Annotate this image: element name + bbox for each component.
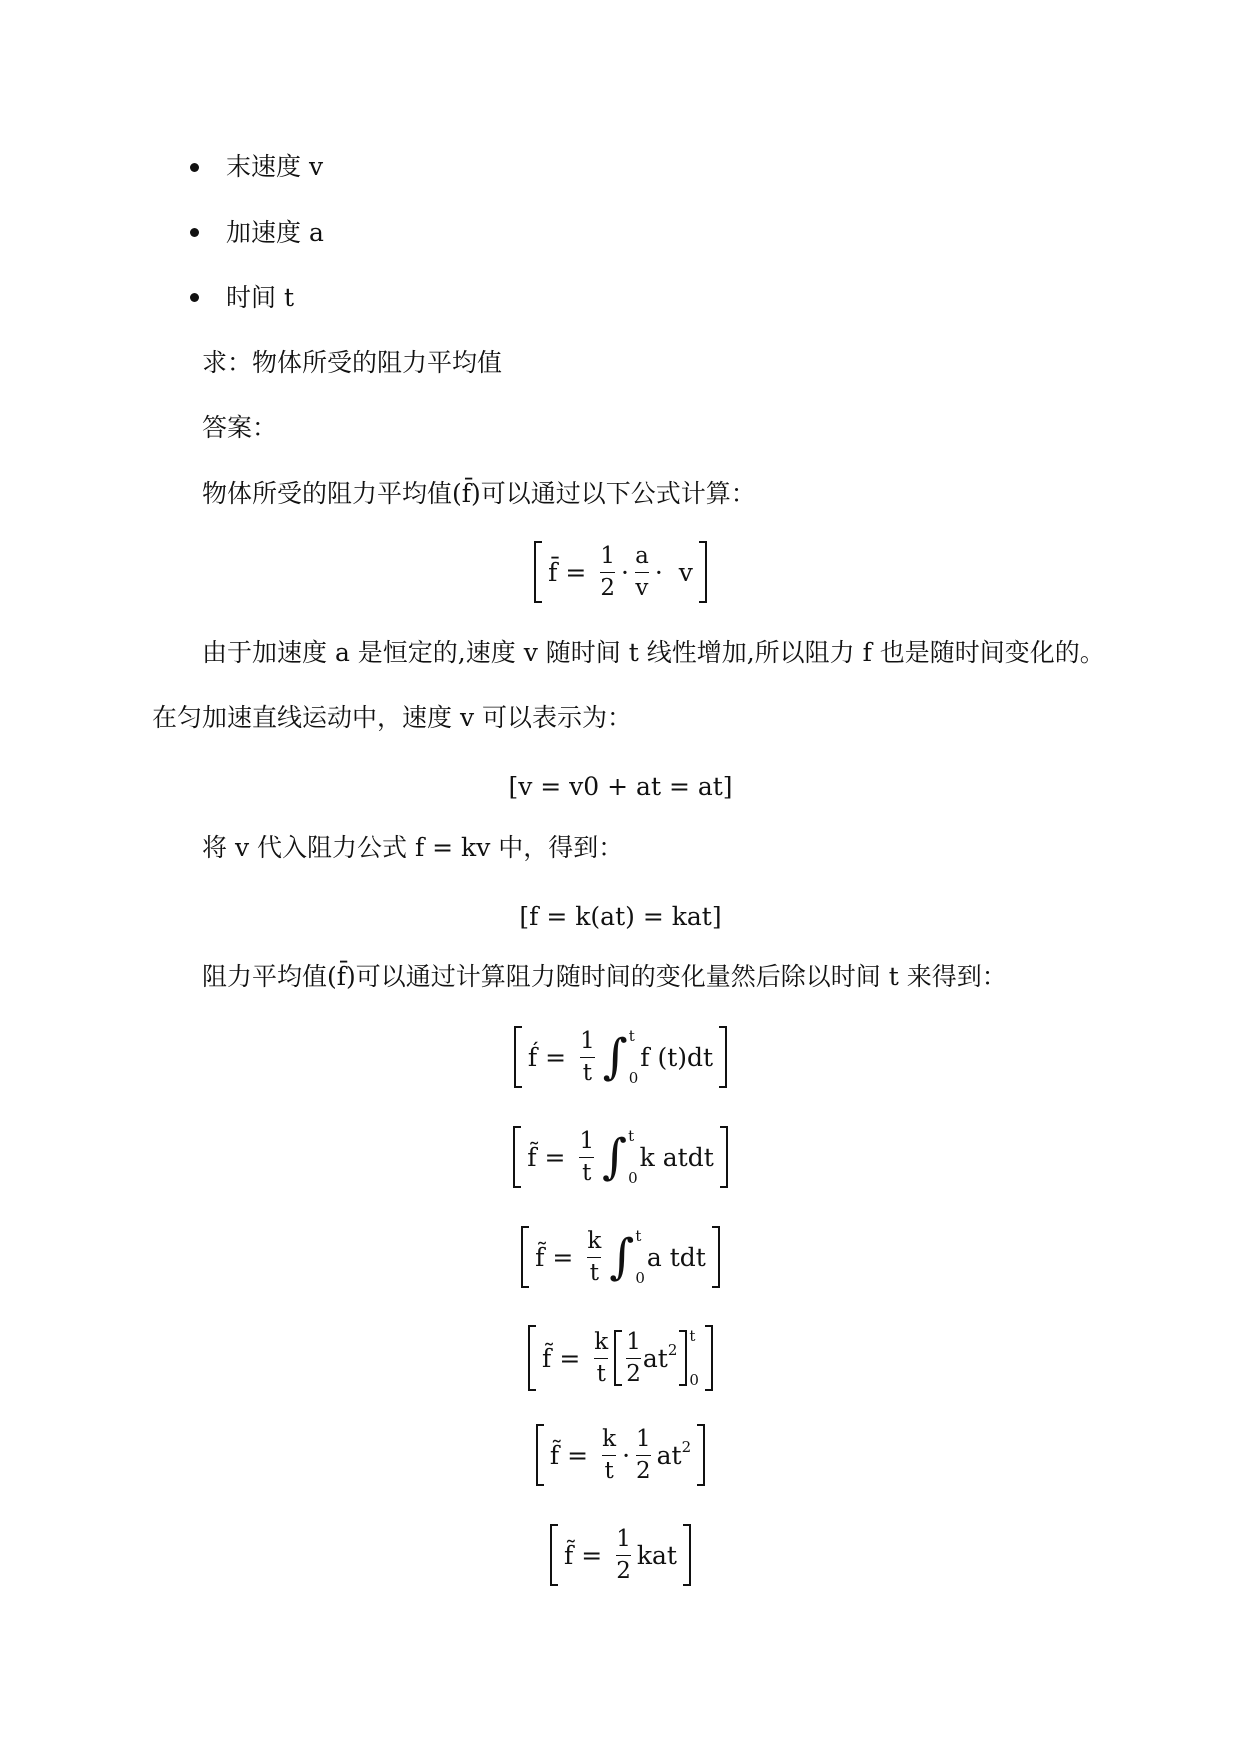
bullet-dot [190,228,199,237]
eq-lhs: f̄ [548,557,558,587]
equation-3 [0,900,1241,932]
integrand: a tdt [646,1242,706,1272]
frac-denominator: 2 [616,1557,631,1584]
frac-denominator: t [582,1159,592,1186]
exponent: 2 [681,1438,692,1456]
equation-9: f̃ = $\frac{1}{2}$ kat [0,1522,1241,1588]
frac-numerator: a [635,543,649,570]
frac-numerator: 1 [579,1128,595,1155]
frac-denominator: t [589,1259,599,1286]
frac-denominator: 2 [600,574,615,601]
eq-equals: = [565,557,587,587]
integral-lower: 0 [628,1169,638,1187]
integral-sign: ∫ t 0 [609,1227,645,1287]
equation-5: f̃ = $\frac{1}{t}$ ∫ t 0 k atdt [0,1122,1241,1192]
eq-lhs: f̃ [564,1540,574,1570]
frac-numerator: 1 [616,1526,631,1553]
integral-upper: t [628,1027,635,1045]
bullet-item: 末速度 v [226,152,324,181]
frac-numerator: 1 [600,543,615,570]
eq-lhs: f̃ [527,1142,537,1172]
integral-lower: 0 [628,1069,639,1087]
frac-denominator: 2 [636,1457,651,1484]
integral-sign: ∫ t 0 [602,1127,638,1187]
integral-sign: ∫ t 0 [602,1027,639,1087]
equation-8: f̃ = $\frac{k}{t}$ · $\frac{1}{2}$ at 2 [0,1422,1241,1488]
bullet-item: 时间 t [226,283,294,312]
frac-denominator: 2 [626,1360,641,1387]
paragraph-2: 由于加速度 a 是恒定的,速度 v 随时间 t 线性增加,所以阻力 f 也是随时间变化的。 [202,638,1105,667]
eq2-text: [v = v0 + at = at] [508,771,733,801]
frac-numerator: k [594,1329,609,1356]
eq-lhs: f̃ [535,1242,545,1272]
frac-numerator: 1 [626,1329,641,1356]
integral-lower: 0 [635,1269,645,1287]
frac-denominator: t [582,1059,593,1086]
eq3-text: [f = k(at) = kat] [519,901,722,931]
frac-denominator: v [635,574,649,601]
paragraph-5: 阻力平均值(f̄)可以通过计算阻力随时间的变化量然后除以时间 t 来得到： [202,962,1007,991]
bullet-dot [190,293,199,302]
eq-lhs: f̃ [542,1343,552,1373]
frac-numerator: 1 [580,1028,595,1055]
eval-upper: t [689,1327,696,1345]
equation-2 [0,770,1241,802]
paragraph-1: 物体所受的阻力平均值(f̄)可以通过以下公式计算： [202,479,756,508]
integral-upper: t [628,1127,635,1145]
paragraph-3: 在匀加速直线运动中，速度 v 可以表示为： [152,703,633,732]
frac-denominator: t [596,1360,606,1387]
bullet-dot [190,163,199,172]
equation-6: f̃ = $\frac{k}{t}$ ∫ t 0 a tdt [0,1222,1241,1292]
equation-7: f̃ = $\frac{k}{t}$ $\frac{1}{2}$ at 2 t 0 [0,1320,1241,1396]
eq-tail: kat [636,1540,677,1570]
integrand: f (t)dt [640,1042,714,1072]
integrand: k atdt [639,1142,714,1172]
bullet-item: 加速度 a [226,218,324,247]
frac-numerator: k [587,1228,602,1255]
frac-denominator: t [604,1457,614,1484]
answer-label: 答案： [202,413,278,442]
question-text: 求：物体所受的阻力平均值 [202,348,503,377]
paragraph-4: 将 v 代入阻力公式 f = kv 中，得到： [202,833,624,862]
eq-lhs: f̃ [549,1440,560,1470]
integral-upper: t [635,1227,642,1245]
eval-lower: 0 [689,1371,699,1389]
equation-4: f́ = $\frac{1}{t}$ ∫ t 0 f (t)dt [0,1022,1241,1092]
exponent: 2 [667,1341,678,1359]
eq-tail: v [678,557,693,587]
frac-numerator: k [602,1426,617,1453]
equation-1: f̄ = $\frac{1}{2}$ · $\frac{a}{v}$ · v [0,542,1241,602]
frac-numerator: 1 [636,1426,651,1453]
eq-lhs: f́ [527,1042,538,1072]
eq-inner: at [642,1343,668,1373]
eq-tail: at [656,1440,682,1470]
